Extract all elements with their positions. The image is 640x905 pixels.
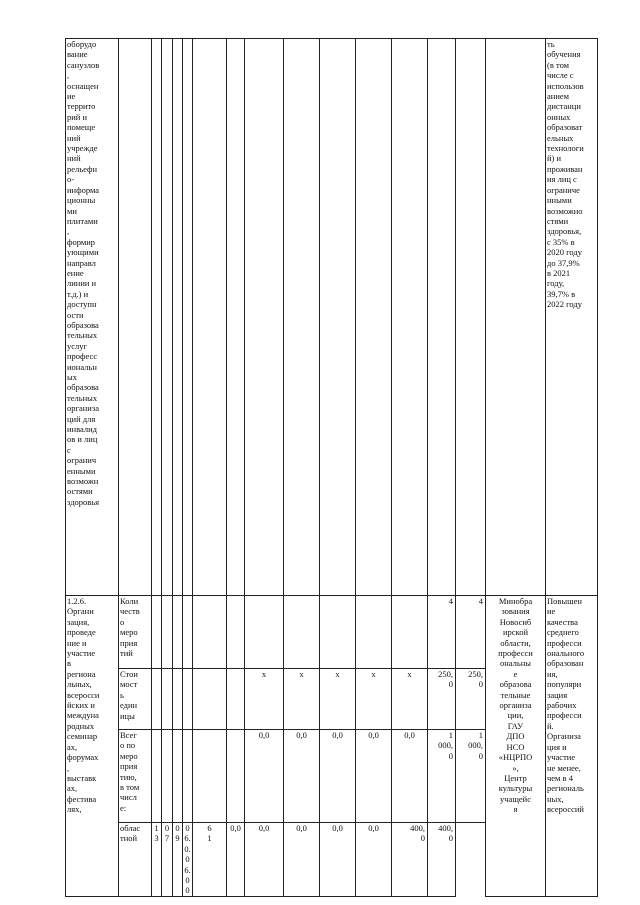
indicator-label-regional <box>119 823 152 897</box>
text-line: ых <box>67 372 77 382</box>
text-line: доступн <box>67 299 97 310</box>
text-line: тию, <box>120 771 137 782</box>
cell-text-line: 3 <box>154 833 159 844</box>
text-line: ие <box>547 606 556 617</box>
cell-text-line: 250, <box>468 669 483 679</box>
text-line: проживан <box>547 163 583 174</box>
text-line: семинар <box>67 731 98 742</box>
text-line: ах, <box>67 783 78 794</box>
text-line: образоват <box>547 122 583 133</box>
text-line: образова <box>499 679 532 690</box>
value-cell <box>392 823 428 897</box>
text-line: йских и <box>67 700 95 711</box>
text-line: выставк <box>67 772 97 783</box>
budget-table <box>65 38 598 897</box>
text-line: я <box>513 804 518 815</box>
result-text-prev <box>546 39 598 596</box>
value-cell <box>320 730 356 823</box>
text-line: в <box>67 658 72 669</box>
text-line: образова <box>67 319 99 330</box>
value-cell <box>356 823 392 897</box>
text-line: 39,7% в <box>547 288 576 299</box>
cell-text-line: 6 <box>207 823 212 833</box>
value-cell <box>245 730 284 823</box>
text-line: среднего <box>547 627 579 638</box>
text-line: участие <box>67 648 96 659</box>
text-line: культуры <box>498 783 533 794</box>
cell-text-line: 0 <box>448 679 453 690</box>
table-row-prev <box>66 39 598 596</box>
text-line: стями <box>547 215 569 226</box>
cell-text-line: 9 <box>175 833 180 844</box>
text-line: организа <box>67 403 99 414</box>
text-line: ДПО <box>506 731 525 742</box>
text-line: «НЦРПО <box>498 752 533 763</box>
text-line: в том <box>120 782 140 793</box>
text-line: участие <box>547 752 576 763</box>
text-line: области, <box>500 637 531 648</box>
value-cell <box>456 669 486 730</box>
value-cell <box>245 669 284 730</box>
text-line: професси <box>498 648 533 659</box>
text-line: вание <box>67 49 88 60</box>
text-line: Минобра <box>498 596 533 606</box>
value-cell <box>456 596 486 669</box>
text-line: меро <box>120 627 138 638</box>
text-line: о- <box>67 174 75 185</box>
cell-text-line: x <box>371 669 376 679</box>
text-line: Коли <box>120 596 139 606</box>
text-line: зования <box>501 606 530 617</box>
text-line: лях, <box>67 804 82 815</box>
text-line: ицы <box>120 710 135 721</box>
cell-text-line: x <box>335 669 340 679</box>
cell-text-line: 0 <box>478 679 483 690</box>
text-line: прия <box>120 761 138 772</box>
cell-text-line: 0 <box>478 750 483 761</box>
text-line: онных <box>547 111 571 122</box>
text-line: (в том <box>547 59 570 70</box>
value-cell <box>284 823 320 897</box>
text-line: родных <box>67 720 95 731</box>
cell-text-line: 1 <box>478 730 483 740</box>
budget-code-cell <box>183 823 193 897</box>
text-line: инвалид <box>67 424 97 435</box>
cell-text-line: 400, <box>438 823 453 833</box>
text-line: професси <box>547 637 582 648</box>
cell-text-line: 0 <box>164 823 170 833</box>
text-line: форумах <box>67 752 99 763</box>
text-line: Стои <box>120 669 138 679</box>
text-line: зация <box>547 689 568 700</box>
text-line: льных, <box>67 679 92 690</box>
text-line: облас <box>120 823 141 833</box>
text-line: ционны <box>67 195 96 206</box>
text-line: ия, <box>547 668 558 679</box>
value-cell <box>392 730 428 823</box>
text-line: дистанци <box>547 101 581 112</box>
text-line: здоровья <box>67 496 100 507</box>
text-line: ирской <box>502 627 529 638</box>
cell-text-line: 0,0 <box>332 823 343 833</box>
value-cell <box>284 669 320 730</box>
text-line: обучения <box>547 49 581 60</box>
text-line: е <box>513 668 518 679</box>
text-line: ия лиц с <box>547 174 577 185</box>
text-line: ных, <box>547 793 564 804</box>
text-line: професси <box>547 710 582 721</box>
cell-text-line: 0 <box>448 833 453 844</box>
text-line: ограниче <box>547 184 580 195</box>
text-line: анием <box>547 91 570 102</box>
text-line: санузлов <box>67 59 100 70</box>
activity-text-prev <box>66 39 119 596</box>
text-line: ний <box>67 153 81 164</box>
text-line: ов и лиц <box>67 434 98 445</box>
text-line: всеросси <box>67 689 100 700</box>
text-line: 2022 году <box>547 299 582 310</box>
text-line: в 2021 <box>547 267 571 278</box>
table-row-126-quantity <box>66 596 598 669</box>
text-line: ующими <box>67 247 99 258</box>
text-line: ение <box>67 267 84 278</box>
text-line: прия <box>120 637 138 648</box>
text-line: ости <box>67 309 84 320</box>
text-line: мост <box>120 679 138 690</box>
text-line: с 35% в <box>547 236 575 247</box>
value-cell <box>284 730 320 823</box>
value-cell <box>245 823 284 897</box>
cell-text-line: 4 <box>478 596 483 606</box>
cell-text-line: 1 <box>207 833 212 844</box>
text-line: плитами <box>67 215 98 226</box>
text-line: един <box>120 700 138 711</box>
cell-text-line: x <box>261 669 267 679</box>
value-cell <box>392 669 428 730</box>
cell-text-line: 1 <box>154 823 159 833</box>
text-line: огранич <box>67 455 97 466</box>
text-line: иональн <box>67 361 97 372</box>
text-line: остями <box>67 486 93 497</box>
text-line: 1.2.6. <box>67 596 87 606</box>
cell-text-line: 0,0 <box>258 730 270 740</box>
cell-text-line: 250, <box>438 669 453 679</box>
budget-code-cell <box>152 823 162 897</box>
cell-text-line: x <box>299 669 304 679</box>
text-line: до 37,9% <box>547 257 580 268</box>
text-line: учащейс <box>500 793 531 804</box>
text-line: Организа <box>547 731 581 742</box>
text-line: информа <box>67 184 100 195</box>
text-line: здоровья, <box>547 226 582 237</box>
text-line: оборудо <box>67 39 97 49</box>
result-text-126 <box>546 596 598 897</box>
text-line: организа <box>499 700 532 711</box>
text-line: онального <box>547 648 585 659</box>
text-line: , <box>67 70 70 81</box>
text-line: чем в 4 <box>547 772 573 783</box>
activity-text-126 <box>66 596 119 897</box>
text-line: 2020 году <box>547 247 582 258</box>
cell-text-line: 0,0 <box>296 823 307 833</box>
text-line: услуг <box>67 340 88 351</box>
text-line: ций для <box>67 413 96 424</box>
text-line: качества <box>547 616 578 627</box>
text-line: направл <box>67 257 96 268</box>
budget-code-cell <box>162 823 173 897</box>
value-cell <box>428 669 456 730</box>
value-cell <box>456 730 486 823</box>
text-line: формир <box>67 236 96 247</box>
text-line: нными <box>547 195 572 206</box>
text-line: Центр <box>504 772 527 783</box>
text-line: », <box>512 762 519 773</box>
budget-code-cell <box>173 823 183 897</box>
indicator-label-total <box>119 730 152 823</box>
text-line: технологи <box>547 143 584 154</box>
text-line: рельефн <box>67 163 98 174</box>
text-line: региональ <box>547 783 584 794</box>
value-cell <box>320 823 356 897</box>
text-line: Всег <box>120 730 137 740</box>
text-line: ть <box>547 39 555 49</box>
indicator-label-quantity <box>119 596 152 669</box>
text-line: меро <box>120 750 138 761</box>
text-line: е: <box>120 802 127 813</box>
text-line: професс <box>67 351 98 362</box>
text-line: междуна <box>67 710 99 721</box>
text-line: ГАУ <box>507 720 524 731</box>
text-line: помеще <box>67 122 96 133</box>
cell-text-line: 0 <box>175 823 180 833</box>
text-line: о по <box>120 740 136 751</box>
text-line: ональны <box>499 658 532 669</box>
value-cell <box>428 823 456 897</box>
text-line: с <box>67 444 71 455</box>
text-line: году, <box>547 278 565 289</box>
cell-text-line: 0,0 <box>258 823 270 833</box>
cell-text-line: 7 <box>164 833 170 844</box>
cell-text-line: 0,0 <box>230 823 241 833</box>
text-line: ний <box>67 132 81 143</box>
text-line: числе с <box>547 70 574 81</box>
text-line: возможн <box>67 476 99 487</box>
text-line: тий <box>120 648 133 659</box>
text-line: рий и <box>67 111 88 122</box>
text-line: енными <box>67 465 96 476</box>
value-cell <box>356 669 392 730</box>
text-line: ние и <box>67 637 87 648</box>
cell-text-line: 0,0 <box>332 730 343 740</box>
text-line: ах, <box>67 741 78 752</box>
text-line: популяри <box>547 679 582 690</box>
cell-text-line: 4 <box>448 596 453 606</box>
text-line: ции, <box>507 710 524 721</box>
cell-text-line: 06.00 <box>184 854 191 896</box>
cell-text-line: x <box>407 669 412 679</box>
text-line: ие <box>67 91 76 102</box>
cell-text-line: 0,0 <box>296 730 307 740</box>
text-line: ельных <box>547 132 574 143</box>
cell-text-line: 0 <box>448 750 453 761</box>
text-line: использов <box>547 80 584 91</box>
text-line: возможно <box>547 205 583 216</box>
text-line: образован <box>547 658 584 669</box>
value-cell <box>428 730 456 823</box>
text-line: , <box>67 762 70 773</box>
text-line: тельных <box>67 392 98 403</box>
text-line: тельные <box>500 689 531 700</box>
cell-text-line: 1 <box>448 730 453 740</box>
text-line: Повышен <box>547 596 582 606</box>
cell-text-line: 000, <box>438 740 453 751</box>
text-line: ция и <box>547 741 567 752</box>
indicator-label-unit-cost <box>119 669 152 730</box>
text-line: террито <box>67 101 96 112</box>
cell-text-line: 0 <box>420 833 425 844</box>
text-line: числ <box>120 792 137 803</box>
text-line: оснащен <box>67 80 99 91</box>
text-line: т.д.) и <box>67 288 89 299</box>
text-line: рабочих <box>547 700 577 711</box>
text-line: честв <box>120 606 140 617</box>
cell-text-line: 0,0 <box>368 730 379 740</box>
text-line: всероссий <box>547 804 584 815</box>
cell-text-line: 0,0 <box>404 730 415 740</box>
text-line: й) и <box>547 153 562 164</box>
text-line: тной <box>120 833 138 844</box>
value-cell <box>356 730 392 823</box>
executor-text <box>486 596 546 897</box>
text-line: й. <box>547 720 554 731</box>
text-line: не менее, <box>547 762 581 773</box>
text-line: ми <box>67 205 77 216</box>
text-line: ь <box>120 689 124 700</box>
text-line: региона <box>67 668 96 679</box>
value-cell <box>227 823 245 897</box>
cell-text-line: 0,0 <box>368 823 379 833</box>
value-cell <box>320 669 356 730</box>
text-line: образова <box>67 382 99 393</box>
text-line: учрежде <box>67 143 98 154</box>
text-line: о <box>120 616 125 627</box>
cell-text-line: 06.0. <box>184 823 191 854</box>
text-line: фестива <box>67 793 97 804</box>
text-line: тельных <box>67 330 98 341</box>
text-line: НСО <box>506 741 525 752</box>
text-line: линии и <box>67 278 97 289</box>
budget-code-cell <box>193 823 227 897</box>
cell-text-line: 000, <box>468 740 483 751</box>
text-line: Новосиб <box>499 616 532 627</box>
value-cell <box>428 596 456 669</box>
text-line: Органи <box>67 606 94 617</box>
cell-text-line: 400, <box>410 823 425 833</box>
text-line: проведе <box>67 627 96 638</box>
text-line: зация, <box>67 616 90 627</box>
text-line: , <box>67 226 70 237</box>
